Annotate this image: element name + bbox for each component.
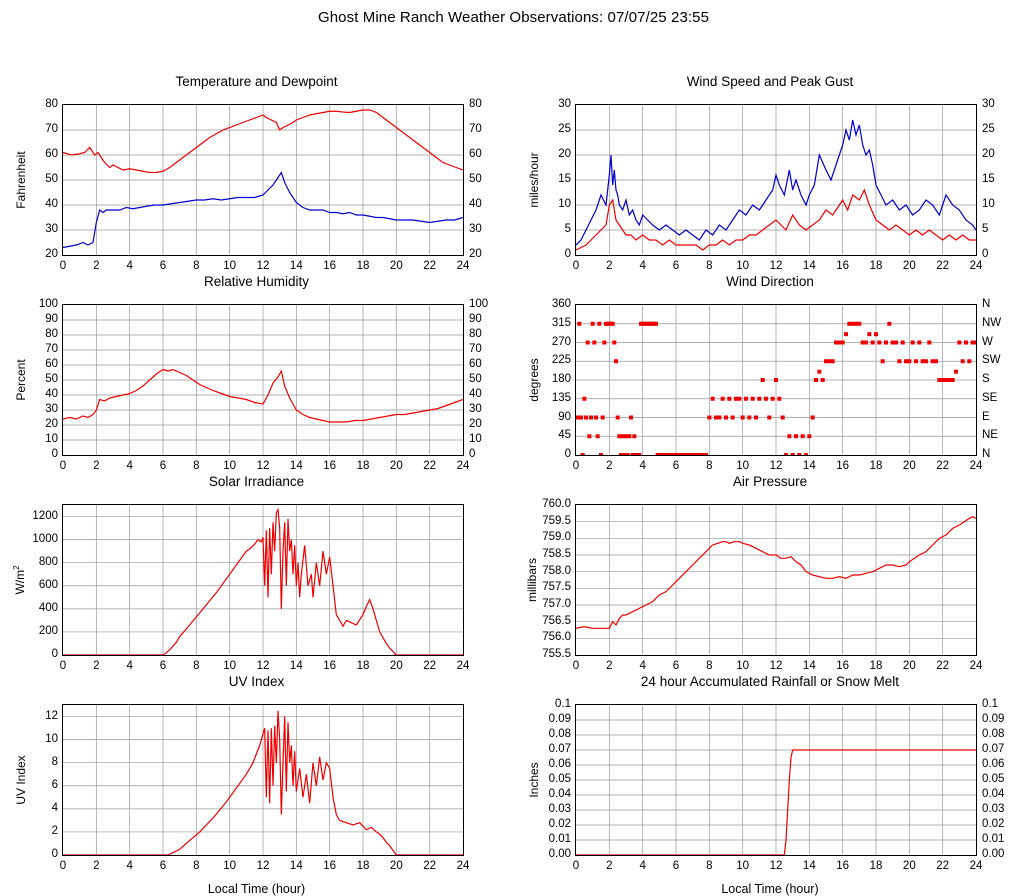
x-tick-label: 12 xyxy=(769,860,783,872)
y-axis-label-rainfall: Inches xyxy=(527,762,541,798)
y-axis-label-wind-speed-peak-gust: miles/hour xyxy=(527,152,541,208)
chart-panel-uv-index xyxy=(0,674,513,896)
x-tick-label: 8 xyxy=(706,660,713,672)
y-tick-label-right: 90 xyxy=(469,313,482,325)
x-tick-label: 14 xyxy=(802,860,816,872)
y-axis-label-uv-index: UV Index xyxy=(14,755,28,805)
x-tick-label: 20 xyxy=(902,860,916,872)
x-tick-label: 20 xyxy=(389,460,403,472)
y-tick-label: 6 xyxy=(51,778,58,791)
chart-panel-temperature-dewpoint xyxy=(0,74,513,270)
x-tick-label: 24 xyxy=(969,260,983,272)
chart-panel-rainfall xyxy=(513,674,1027,896)
x-tick-label: 0 xyxy=(572,860,580,872)
y-tick-label-right: 20 xyxy=(982,148,995,160)
y-tick-label-right: NE xyxy=(982,429,998,442)
y-tick-label: 70 xyxy=(45,343,58,355)
y-tick-label: 800 xyxy=(38,555,58,568)
x-tick-label: 18 xyxy=(869,660,883,672)
x-tick-label: 12 xyxy=(256,460,270,472)
x-tick-label: 2 xyxy=(93,860,100,872)
y-tick-label: 5 xyxy=(564,223,571,235)
y-tick-label-right: 5 xyxy=(982,223,989,235)
chart-panel-air-pressure xyxy=(513,474,1027,670)
plot-area-uv-index xyxy=(62,704,464,856)
y-tick-label: 0.00 xyxy=(548,848,571,860)
plot-area-temperature-dewpoint xyxy=(62,104,464,256)
x-tick-label: 2 xyxy=(606,460,613,472)
y-tick-label: 0 xyxy=(564,248,571,260)
y-tick-label: 1000 xyxy=(32,532,58,545)
y-tick-label: 30 xyxy=(45,223,58,235)
x-tick-label: 22 xyxy=(936,460,950,472)
x-tick-label: 2 xyxy=(606,660,613,672)
x-tick-label: 24 xyxy=(456,260,470,272)
chart-panel-relative-humidity xyxy=(0,274,513,470)
x-tick-label: 2 xyxy=(93,260,100,272)
y-tick-label: 180 xyxy=(551,373,571,385)
x-tick-label: 18 xyxy=(356,860,370,872)
y-axis-label-relative-humidity: Percent xyxy=(14,359,28,401)
x-tick-label: 22 xyxy=(423,860,437,872)
y-tick-label: 12 xyxy=(45,709,58,722)
y-tick-label: 80 xyxy=(45,328,58,340)
x-tick-label: 4 xyxy=(639,460,646,472)
x-tick-label: 6 xyxy=(672,860,680,872)
x-tick-label: 4 xyxy=(126,460,133,472)
y-tick-label: 0.05 xyxy=(548,773,571,785)
y-tick-label: 0.01 xyxy=(548,833,571,845)
y-tick-label-right: S xyxy=(982,373,990,385)
x-tick-label: 18 xyxy=(869,860,883,872)
x-tick-label: 4 xyxy=(126,660,133,672)
x-tick-label: 0 xyxy=(59,860,67,872)
y-tick-label: 0 xyxy=(51,448,58,460)
chart-panel-wind-speed-peak-gust xyxy=(513,74,1027,270)
y-tick-label: 2 xyxy=(51,824,58,837)
y-tick-label: 759.5 xyxy=(542,514,571,527)
x-tick-label: 8 xyxy=(193,460,200,472)
x-tick-label: 8 xyxy=(193,260,200,272)
y-tick-label: 270 xyxy=(551,335,571,348)
y-tick-label: 135 xyxy=(551,391,571,404)
y-tick-label: 760.0 xyxy=(542,498,571,510)
x-tick-label: 18 xyxy=(356,660,370,672)
x-tick-label: 20 xyxy=(389,260,403,272)
x-tick-label: 14 xyxy=(289,660,303,672)
y-tick-label: 70 xyxy=(45,123,58,135)
page-title: Ghost Mine Ranch Weather Observations: 07/07/25 23:55 xyxy=(317,9,710,26)
y-tick-label: 600 xyxy=(38,578,58,591)
x-tick-label: 12 xyxy=(769,460,783,472)
x-tick-label: 8 xyxy=(706,460,713,472)
y-tick-label-right: 70 xyxy=(469,123,482,135)
x-tick-label: 20 xyxy=(389,660,403,672)
x-tick-label: 0 xyxy=(572,260,580,272)
x-tick-label: 8 xyxy=(193,660,200,672)
y-tick-label: 360 xyxy=(551,298,571,310)
y-tick-label: 10 xyxy=(45,732,58,745)
x-tick-label: 2 xyxy=(606,860,613,872)
y-tick-label-right: 80 xyxy=(469,98,482,110)
y-tick-label-right: 0.06 xyxy=(982,758,1005,770)
plot-area-wind-direction xyxy=(575,304,977,456)
y-axis-label-wind-direction: degrees xyxy=(527,358,541,402)
x-tick-label: 22 xyxy=(936,660,950,672)
x-tick-label: 2 xyxy=(93,460,100,472)
y-tick-label: 4 xyxy=(51,801,58,814)
x-tick-label: 16 xyxy=(323,660,337,672)
chart-title-air-pressure: Air Pressure xyxy=(732,474,808,489)
x-tick-label: 8 xyxy=(706,260,713,272)
y-tick-label-right: 20 xyxy=(469,248,482,260)
y-tick-label-right: 40 xyxy=(469,388,482,400)
x-tick-label: 16 xyxy=(836,660,850,672)
x-tick-label: 12 xyxy=(256,860,270,872)
y-tick-label-right: 30 xyxy=(982,98,995,110)
x-tick-label: 18 xyxy=(356,260,370,272)
x-tick-label: 16 xyxy=(836,860,850,872)
y-tick-label: 758.0 xyxy=(542,564,571,577)
x-tick-label: 2 xyxy=(93,660,100,672)
x-tick-label: 12 xyxy=(256,260,270,272)
y-tick-label: 200 xyxy=(38,624,58,637)
x-tick-label: 10 xyxy=(223,460,237,472)
y-axis-label-solar-irradiance: $W/m^2$ xyxy=(12,565,27,595)
y-tick-label: 0.1 xyxy=(555,698,571,710)
x-tick-label: 12 xyxy=(256,660,270,672)
y-tick-label-right: 80 xyxy=(469,328,482,340)
x-tick-label: 0 xyxy=(572,460,580,472)
y-tick-label: 25 xyxy=(558,123,571,135)
x-tick-label: 22 xyxy=(936,260,950,272)
y-tick-label: 20 xyxy=(45,248,58,260)
y-tick-label: 40 xyxy=(45,198,58,210)
x-tick-label: 4 xyxy=(639,260,646,272)
y-tick-label: 90 xyxy=(558,410,571,423)
y-tick-label-right: 50 xyxy=(469,373,482,385)
y-tick-label: 80 xyxy=(45,98,58,110)
y-tick-label-right: 0.01 xyxy=(982,833,1005,845)
y-tick-label: 756.0 xyxy=(542,631,571,644)
y-tick-label: 40 xyxy=(45,388,58,400)
y-tick-label-right: 10 xyxy=(469,433,482,445)
x-tick-label: 22 xyxy=(423,460,437,472)
x-tick-label: 24 xyxy=(456,860,470,872)
y-tick-label: 15 xyxy=(558,173,571,185)
y-tick-label: 757.0 xyxy=(542,598,571,610)
x-tick-label: 0 xyxy=(59,460,67,472)
y-tick-label-right: 0.1 xyxy=(982,698,998,710)
y-tick-label-right: E xyxy=(982,410,990,423)
x-tick-label: 14 xyxy=(802,460,816,472)
y-tick-label: 0 xyxy=(51,848,58,860)
y-tick-label: 60 xyxy=(45,148,58,160)
x-tick-label: 10 xyxy=(223,860,237,872)
y-tick-label: 400 xyxy=(38,601,58,614)
y-tick-label: 45 xyxy=(558,429,571,442)
x-tick-label: 12 xyxy=(769,660,783,672)
x-tick-label: 0 xyxy=(59,260,67,272)
y-tick-label: 756.5 xyxy=(542,614,571,627)
y-tick-label: 100 xyxy=(38,298,58,310)
y-tick-label: 30 xyxy=(45,403,58,415)
y-tick-label-right: 70 xyxy=(469,343,482,355)
x-axis-label-uv-index: Local Time (hour) xyxy=(207,882,306,896)
x-tick-label: 6 xyxy=(159,660,167,672)
y-tick-label-right: NW xyxy=(982,316,1002,329)
x-tick-label: 0 xyxy=(59,660,67,672)
x-tick-label: 6 xyxy=(672,660,680,672)
x-tick-label: 4 xyxy=(639,860,646,872)
y-tick-label: 10 xyxy=(558,198,571,210)
y-axis-label-temperature-dewpoint: Fahrenheit xyxy=(14,151,28,209)
chart-title-relative-humidity: Relative Humidity xyxy=(203,274,310,289)
y-tick-label-right: W xyxy=(982,335,993,348)
y-tick-label: 758.5 xyxy=(542,548,571,560)
y-tick-label-right: 50 xyxy=(469,173,482,185)
x-tick-label: 14 xyxy=(289,460,303,472)
y-tick-label: 20 xyxy=(45,418,58,430)
x-tick-label: 24 xyxy=(456,660,470,672)
y-tick-label: 10 xyxy=(45,433,58,445)
y-tick-label-right: 60 xyxy=(469,148,482,160)
x-tick-label: 22 xyxy=(423,660,437,672)
x-tick-label: 14 xyxy=(802,260,816,272)
x-tick-label: 18 xyxy=(869,460,883,472)
x-tick-label: 6 xyxy=(159,860,167,872)
y-tick-label: 50 xyxy=(45,373,58,385)
x-tick-label: 0 xyxy=(572,660,580,672)
chart-title-solar-irradiance: Solar Irradiance xyxy=(208,474,305,489)
x-tick-label: 16 xyxy=(323,860,337,872)
x-tick-label: 6 xyxy=(672,460,680,472)
y-tick-label: 315 xyxy=(551,316,571,329)
y-tick-label-right: 0 xyxy=(982,248,989,260)
x-tick-label: 10 xyxy=(736,660,750,672)
y-tick-label-right: 100 xyxy=(469,298,489,310)
y-tick-label-right: 0.03 xyxy=(982,803,1005,815)
x-tick-label: 6 xyxy=(159,460,167,472)
y-tick-label-right: 0.09 xyxy=(982,713,1005,725)
y-tick-label-right: 0.07 xyxy=(982,743,1005,755)
x-tick-label: 12 xyxy=(769,260,783,272)
y-tick-label-right: 40 xyxy=(469,198,482,210)
y-tick-label-right: 10 xyxy=(982,198,995,210)
y-tick-label: 757.5 xyxy=(542,581,571,594)
y-tick-label: 0 xyxy=(51,648,58,660)
chart-panel-wind-direction xyxy=(513,274,1027,470)
x-tick-label: 10 xyxy=(223,660,237,672)
chart-title-uv-index: UV Index xyxy=(228,674,285,689)
x-tick-label: 16 xyxy=(836,260,850,272)
y-tick-label: 0.03 xyxy=(548,803,571,815)
chart-title-wind-direction: Wind Direction xyxy=(726,274,814,289)
x-tick-label: 16 xyxy=(323,460,337,472)
y-tick-label: 0.04 xyxy=(548,788,571,800)
x-tick-label: 20 xyxy=(902,260,916,272)
x-tick-label: 14 xyxy=(289,860,303,872)
x-tick-label: 4 xyxy=(126,260,133,272)
chart-title-temperature-dewpoint: Temperature and Dewpoint xyxy=(175,74,338,89)
x-tick-label: 22 xyxy=(423,260,437,272)
y-tick-label: 225 xyxy=(551,354,571,367)
y-tick-label-right: 0 xyxy=(469,448,476,460)
x-tick-label: 4 xyxy=(126,860,133,872)
y-tick-label: 755.5 xyxy=(542,648,571,660)
y-tick-label-right: SE xyxy=(982,391,998,404)
plot-area-solar-irradiance xyxy=(62,504,464,656)
y-tick-label-right: SW xyxy=(982,354,1001,367)
x-tick-label: 6 xyxy=(672,260,680,272)
x-tick-label: 20 xyxy=(902,660,916,672)
x-axis-label-rainfall: Local Time (hour) xyxy=(721,882,819,896)
plot-area-relative-humidity xyxy=(62,304,464,456)
y-tick-label-right: N xyxy=(982,448,991,460)
x-tick-label: 10 xyxy=(223,260,237,272)
y-tick-label: 0 xyxy=(564,448,571,460)
x-tick-label: 18 xyxy=(869,260,883,272)
y-tick-label-right: 0.02 xyxy=(982,818,1005,830)
x-tick-label: 10 xyxy=(736,260,750,272)
x-tick-label: 8 xyxy=(706,860,713,872)
y-tick-label-right: 30 xyxy=(469,223,482,235)
y-tick-label: 1200 xyxy=(32,509,58,522)
x-tick-label: 14 xyxy=(802,660,816,672)
y-tick-label-right: 0.08 xyxy=(982,728,1005,740)
y-tick-label: 0.08 xyxy=(548,728,571,740)
x-tick-label: 18 xyxy=(356,460,370,472)
y-tick-label-right: 25 xyxy=(982,123,995,135)
chart-title-rainfall: 24 hour Accumulated Rainfall or Snow Melt xyxy=(640,674,900,689)
y-tick-label: 0.02 xyxy=(548,818,571,830)
y-tick-label: 0.09 xyxy=(548,713,571,725)
y-tick-label: 759.0 xyxy=(542,531,571,544)
y-tick-label-right: 15 xyxy=(982,173,995,185)
y-tick-label-right: 60 xyxy=(469,358,482,370)
y-tick-label-right: N xyxy=(982,298,991,310)
y-tick-label: 50 xyxy=(45,173,58,185)
x-tick-label: 16 xyxy=(323,260,337,272)
y-tick-label: 8 xyxy=(51,755,58,768)
x-tick-label: 20 xyxy=(389,860,403,872)
x-tick-label: 22 xyxy=(936,860,950,872)
x-tick-label: 14 xyxy=(289,260,303,272)
y-tick-label: 60 xyxy=(45,358,58,370)
x-tick-label: 2 xyxy=(606,260,613,272)
plot-area-rainfall xyxy=(575,704,977,856)
y-axis-label-air-pressure: millibars xyxy=(525,557,539,603)
y-tick-label-right: 0.00 xyxy=(982,848,1005,860)
y-tick-label: 0.07 xyxy=(548,743,571,755)
y-tick-label-right: 20 xyxy=(469,418,482,430)
chart-panel-solar-irradiance xyxy=(0,474,513,670)
x-tick-label: 24 xyxy=(969,860,983,872)
y-tick-label-right: 30 xyxy=(469,403,482,415)
x-tick-label: 16 xyxy=(836,460,850,472)
x-tick-label: 24 xyxy=(969,460,983,472)
chart-title-wind-speed-peak-gust: Wind Speed and Peak Gust xyxy=(686,74,854,89)
x-tick-label: 24 xyxy=(456,460,470,472)
y-tick-label-right: 0.04 xyxy=(982,788,1005,800)
x-tick-label: 8 xyxy=(193,860,200,872)
plot-area-wind-speed-peak-gust xyxy=(575,104,977,256)
y-tick-label: 90 xyxy=(45,313,58,325)
y-tick-label: 20 xyxy=(558,148,571,160)
x-tick-label: 10 xyxy=(736,860,750,872)
charts-grid xyxy=(0,26,1027,896)
x-tick-label: 4 xyxy=(639,660,646,672)
y-tick-label: 0.06 xyxy=(548,758,571,770)
x-tick-label: 10 xyxy=(736,460,750,472)
y-tick-label: 30 xyxy=(558,98,571,110)
plot-area-air-pressure xyxy=(575,504,977,656)
x-tick-label: 20 xyxy=(902,460,916,472)
y-tick-label-right: 0.05 xyxy=(982,773,1005,785)
x-tick-label: 24 xyxy=(969,660,983,672)
x-tick-label: 6 xyxy=(159,260,167,272)
